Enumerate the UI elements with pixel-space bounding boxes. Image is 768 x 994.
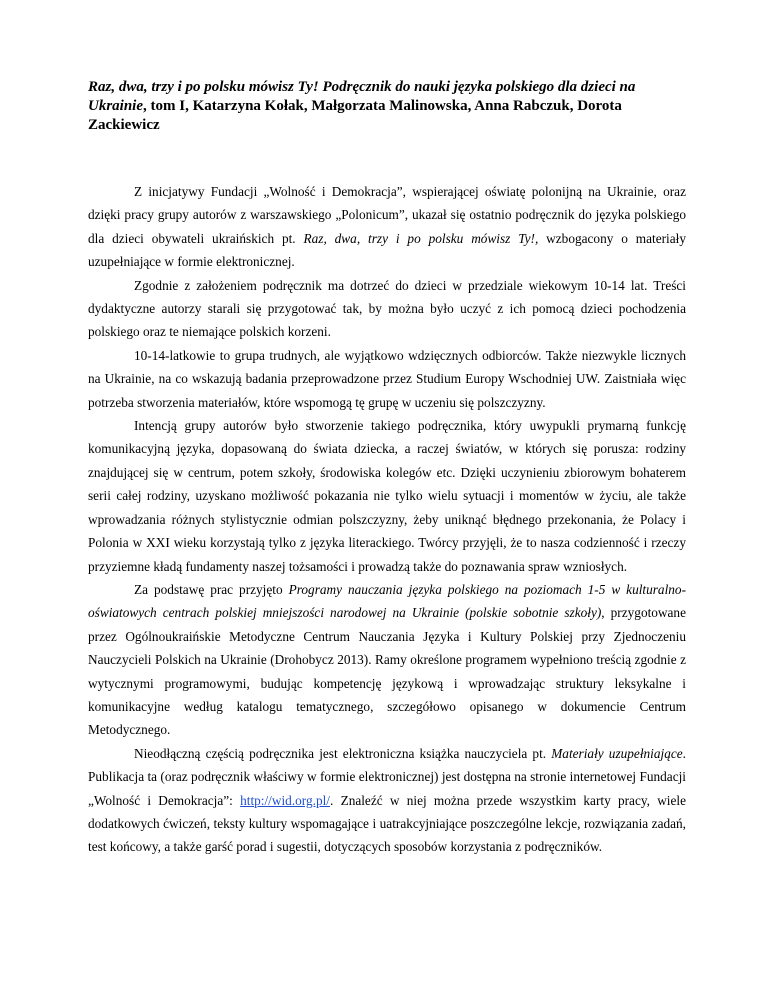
document-body (88, 180, 686, 859)
paragraph-6-materials-title: Materiały uzupełniające (551, 745, 683, 761)
paragraph-2: Zgodnie z założeniem podręcznik ma dotrzeć do dzieci w przedziale wiekowym 10-14 lat. Treści dydaktyczne autorzy starali się przygotować tak, by można było uczyć z ich pomocą dzieci pochodzenia polskiego oraz te niemające polskich korzeni. (88, 277, 686, 340)
paragraph-5-program-title: Programy nauczania języka polskiego na poziomach 1-5 w kulturalno-oświatowych centrach polskiej mniejszości narodowej na Ukrainie (polskie sobotnie szkoły) (88, 581, 686, 621)
paragraph-1-end: wzbogacony o materiały uzupełniające w formie elektronicznej. (88, 230, 686, 270)
foundation-website-link[interactable]: http://wid.org.pl/ (240, 792, 330, 808)
paragraph-1 (88, 180, 686, 274)
document-title (88, 78, 688, 135)
paragraph-5-end: , przygotowane przez Ogólnoukraińskie Metodyczne Centrum Nauczania Języka i Kultury Polskiej przy Zjednoczeniu Nauczycieli Polskich na Ukrainie (Drohobycz 2013). Ramy określone programem wypełniono treścią zgodnie z wytycznymi programowymi, budując kompetencję językową i wprowadzając struktury leksykalne i komunikacyjne według katalogu tematycznego, szczegółowo opisanego w dokumencie Centrum Metodycznego. (88, 605, 686, 738)
book-title: Raz, dwa, trzy i po polsku mówisz Ty! Podręcznik do nauki języka polskiego dla dzieci na Ukrainie (88, 79, 636, 114)
paragraph-6-end: . Znaleźć w niej można przede wszystkim karty pracy, wiele dodatkowych ćwiczeń, teksty kultury wspomagające i uatrakcyjniające poszczególne lekcje, rozwiązania zadań, test końcowy, a także garść porad i sugestii, dotyczących sposobów korzystania z podręczników. (88, 792, 687, 855)
paragraph-6-middle: . Publikacja ta (oraz podręcznik właściwy w formie elektronicznej) jest dostępna na stronie internetowej Fundacji „Wolność i Demokracja”: (88, 745, 686, 808)
paragraph-6-start: Nieodłączną częścią podręcznika jest elektroniczna książka nauczyciela pt. (134, 745, 552, 761)
paragraph-5-start: Za podstawę prac przyjęto (134, 581, 289, 597)
title-authors: , tom I, Katarzyna Kołak, Małgorzata Malinowska, Anna Rabczuk, Dorota Zackiewicz (88, 98, 622, 133)
paragraph-3: 10-14-latkowie to grupa trudnych, ale wyjątkowo wdzięcznych odbiorców. Także niezwykle licznych na Ukrainie, na co wskazują badania przeprowadzone przez Studium Europy Wschodniej UW. Zaistniała więc potrzeba stworzenia materiałów, które wspomogą tę grupę w uczeniu się polszczyzny. (88, 347, 686, 410)
paragraph-5 (88, 578, 686, 742)
paragraph-4: Intencją grupy autorów było stworzenie takiego podręcznika, który uwypukli prymarną funkcję komunikacyjną języka, dopasowaną do świata dziecka, a raczej światów, w których się porusza: rodziny znajdującej się w centrum, potem szkoły, środowiska kolegów etc. Dzięki uczynieniu zbiorowym bohaterem serii całej rodziny, uzyskano możliwość pokazania nie tylko wielu sytuacji i momentów w życiu, ale także wprowadzania różnych stylistycznie odmian polszczyzny, żeby uniknąć błędnego przekonania, że Polacy i Polonia w XXI wieku korzystają tylko z języka literackiego. Twórcy przyjęli, że to nasza codzienność i rzeczy przyziemne kładą fundamenty naszej tożsamości i prowadzą także do poznawania spraw wzniosłych. (88, 418, 686, 574)
paragraph-1-text: Z inicjatywy Fundacji „Wolność i Demokracja”, wspierającej oświatę polonijną na Ukrainie, oraz dzięki pracy grupy autorów z warszawskiego „Polonicum”, ukazał się ostatnio podręcznik do języka polskiego dla dzieci obywateli ukraińskich pt. (88, 184, 686, 246)
paragraph-1-book-title: Raz, dwa, trzy i po polsku mówisz Ty!, (303, 230, 539, 246)
paragraph-6 (88, 742, 686, 859)
